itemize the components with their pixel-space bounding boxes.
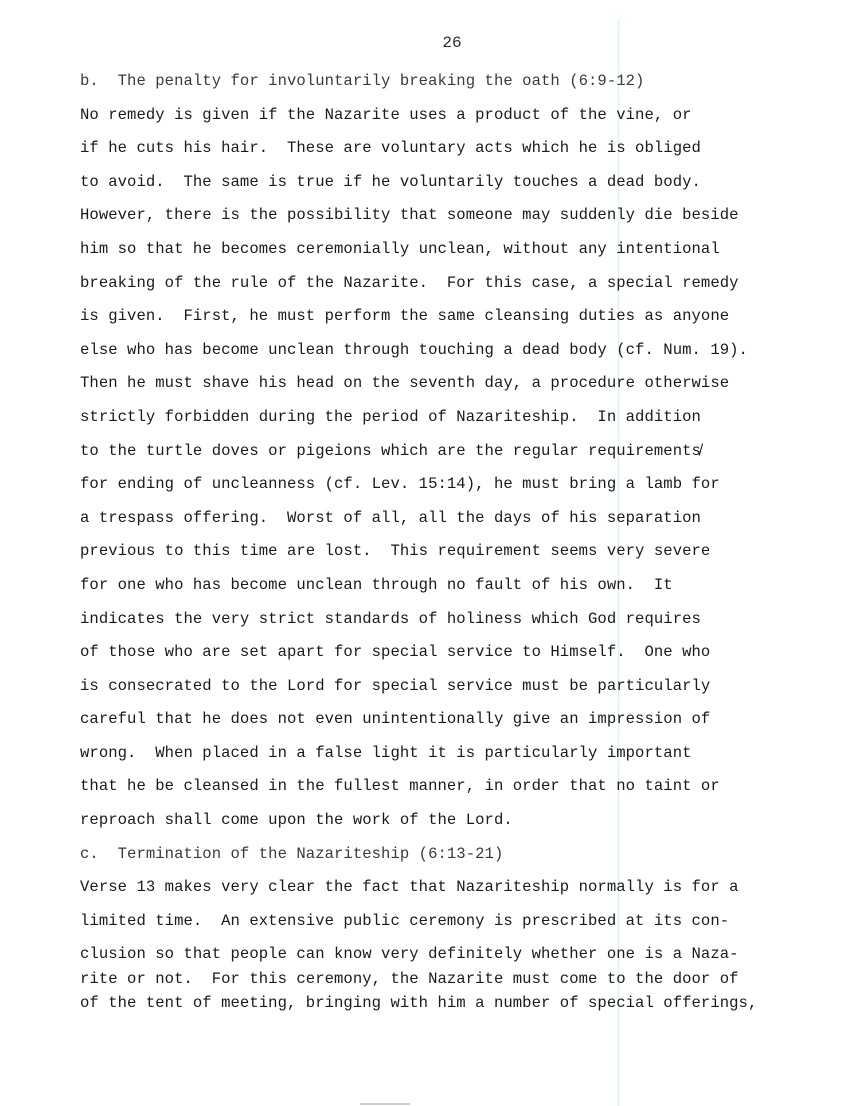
paragraph-line: a trespass offering. Worst of all, all the days of his separation <box>80 508 701 527</box>
paragraph-line: No remedy is given if the Nazarite uses a product of the vine, or <box>80 105 692 124</box>
paragraph-line: else who has become unclean through touching a dead body (cf. Num. 19). <box>80 340 748 359</box>
paragraph-line: careful that he does not even unintentionally give an impression of <box>80 710 711 729</box>
paragraph-line: Verse 13 makes very clear the fact that Nazariteship normally is for a <box>80 878 739 897</box>
paragraph-line: clusion so that people can know very definitely whether one is a Naza- <box>80 945 739 964</box>
section-c-heading: c. Termination of the Nazariteship (6:13-21) <box>80 844 504 863</box>
section-b-heading: b. The penalty for involuntarily breaking the oath (6:9-12) <box>80 72 645 90</box>
document-body <box>80 68 820 1015</box>
paragraph-line: is consecrated to the Lord for special service must be particularly <box>80 676 711 695</box>
paragraph-line: wrong. When placed in a false light it is particularly important <box>80 743 692 762</box>
paragraph-line: limited time. An extensive public ceremony is prescribed at its con- <box>80 911 730 930</box>
page-number: 26 <box>442 34 462 52</box>
paragraph-line: Then he must shave his head on the seventh day, a procedure otherwise <box>80 374 730 393</box>
paragraph-line: is given. First, he must perform the same cleansing duties as anyone <box>80 307 730 326</box>
paragraph-line: indicates the very strict standards of holiness which God requires <box>80 609 701 628</box>
paragraph-line: to the turtle doves or pigeions which are the regular requirements̸ <box>80 441 701 460</box>
paragraph-line: of those who are set apart for special service to Himself. One who <box>80 643 711 662</box>
paragraph-line: him so that he becomes ceremonially unclean, without any intentional <box>80 239 720 258</box>
paragraph-line: rite or not. For this ceremony, the Nazarite must come to the door of <box>80 969 739 988</box>
scan-smudge <box>360 1103 410 1105</box>
paragraph-line: of the tent of meeting, bringing with him a number of special offerings, <box>80 994 758 1013</box>
paragraph-line: if he cuts his hair. These are voluntary acts which he is obliged <box>80 139 701 158</box>
paragraph-line: strictly forbidden during the period of Nazariteship. In addition <box>80 407 701 426</box>
paragraph-line: breaking of the rule of the Nazarite. For this case, a special remedy <box>80 273 739 292</box>
paragraph-line: previous to this time are lost. This requirement seems very severe <box>80 542 711 561</box>
paragraph-line: reproach shall come upon the work of the Lord. <box>80 811 513 830</box>
paragraph-line: to avoid. The same is true if he voluntarily touches a dead body. <box>80 172 701 191</box>
paragraph-line: for one who has become unclean through no fault of his own. It <box>80 575 673 594</box>
paragraph-line: However, there is the possibility that someone may suddenly die beside <box>80 206 739 225</box>
paragraph-line: that he be cleansed in the fullest manner, in order that no taint or <box>80 777 720 796</box>
paragraph-line: for ending of uncleanness (cf. Lev. 15:14), he must bring a lamb for <box>80 475 720 494</box>
